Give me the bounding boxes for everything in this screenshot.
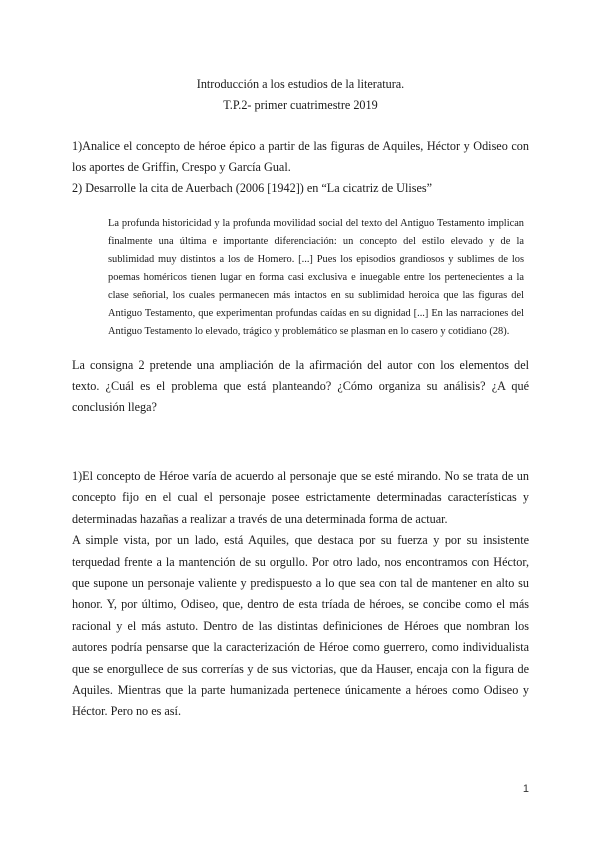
question-1: 1)Analice el concepto de héroe épico a partir de las figuras de Aquiles, Héctor y Odiseo con los aportes de Griffin, Crespo y García Gual. xyxy=(72,139,529,174)
answer-section xyxy=(72,466,529,723)
page-number: 1 xyxy=(522,783,529,795)
consigna-paragraph: La consigna 2 pretende una ampliación de la afirmación del autor con los elementos del texto. ¿Cuál es el problema que está planteando? ¿Cómo organiza su análisis? ¿A qué conclusión llega? xyxy=(72,358,529,414)
answer-paragraph-2: A simple vista, por un lado, está Aquiles, que destaca por su fuerza y por su insistente terquedad frente a la mantención de su orgullo. Por otro lado, nos encontramos con Héctor, que supone un personaje valiente y predispuesto a lo que sea con tal de mantener en alto su honor. Y, por último, Odiseo, que, dentro de esta tríada de héroes, se concibe como el más racional y el más astuto. Dentro de las distintas definiciones de Héroes que nombran los autores podría pensarse que la caracterización de Héroe como guerrero, como individualista que se enorgullece de sus correrías y de sus victorias, que da Hauser, encaja con la figura de Aquiles. Mientras que la parte humanizada pertenece únicamente a héroes como Odiseo y Héctor. Pero no es así. xyxy=(72,533,529,719)
answer-paragraph-1: 1)El concepto de Héroe varía de acuerdo al personaje que se esté mirando. No se trata de un concepto fijo en el cual el personaje posee estrictamente determinadas características y determinadas hazañas a realizar a través de una determinada forma de actuar. xyxy=(72,469,529,526)
document-title: Introducción a los estudios de la literatura. xyxy=(196,77,405,91)
document-subtitle: T.P.2- primer cuatrimestre 2019 xyxy=(223,98,378,112)
document-header xyxy=(72,74,529,116)
block-quote: La profunda historicidad y la profunda movilidad social del texto del Antiguo Testamento implican finalmente una última e importante diferenciación: un concepto del estilo elevado y de la sublimidad muy distintos a los de Homero. [...] Pues los episodios grandiosos y sublimes de los poemas homéricos tienen lugar en forma casi exclusiva e inuegable entre los pertenecientes a la clase señorial, los cuales permanecen más intactos en su sublimidad heroica que las figuras del Antiguo Testamento, que experimentan profundas caídas en su dignidad [...] En las narraciones del Antiguo Testamento lo elevado, trágico y problemático se plasman en lo casero y cotidiano (28). xyxy=(108,218,524,337)
question-2: 2) Desarrolle la cita de Auerbach (2006 [1942]) en “La cicatriz de Ulises” xyxy=(72,181,433,195)
